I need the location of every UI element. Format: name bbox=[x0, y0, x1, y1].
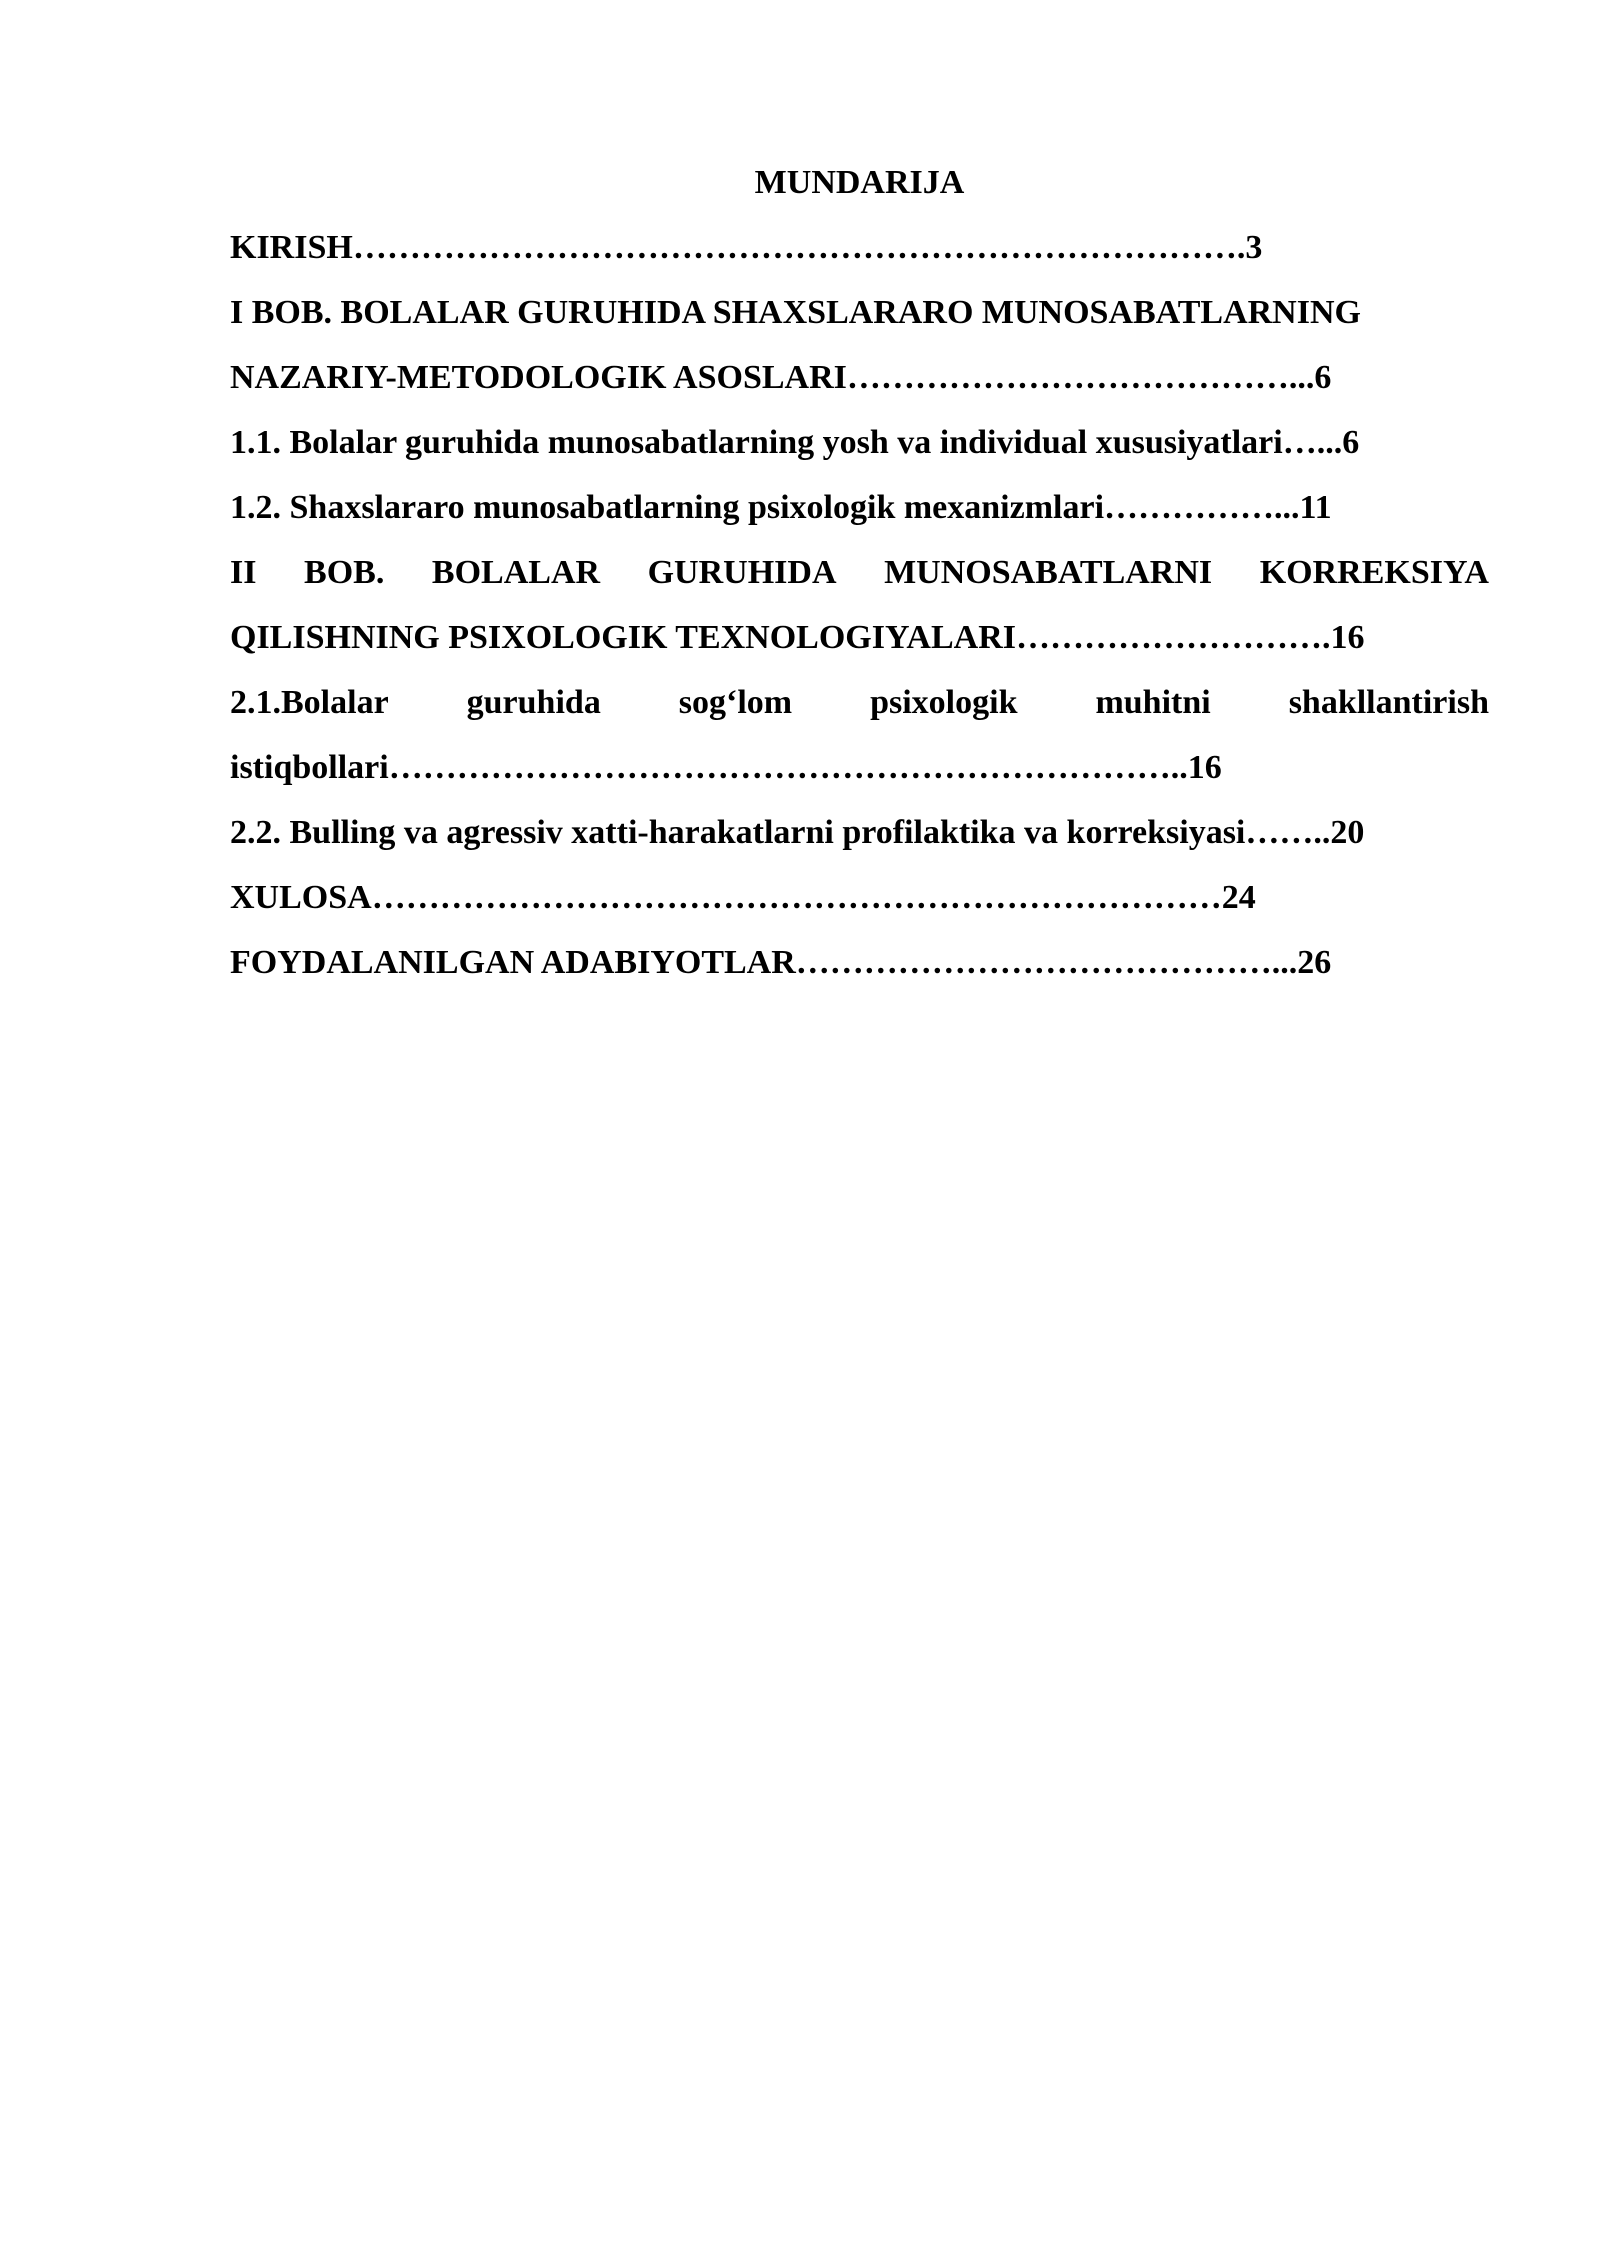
toc-word: guruhida bbox=[466, 684, 601, 721]
toc-entry-section-1-2: 1.2. Shaxslararo munosabatlarning psixologik mexanizmlari……………...11 bbox=[230, 489, 1332, 526]
toc-entry-section-2-1-line-2: istiqbollari……………………………………………………………..16 bbox=[230, 749, 1222, 786]
toc-entry-xulosa: XULOSA…………………………………………………………………24 bbox=[230, 879, 1256, 916]
toc-entry-chapter-1-line-2: NAZARIY-METODOLOGIK ASOSLARI…………………………………...6 bbox=[230, 359, 1332, 396]
toc-word: GURUHIDA bbox=[647, 554, 837, 591]
toc-word: BOLALAR bbox=[431, 554, 601, 591]
toc-entry-section-2-2: 2.2. Bulling va agressiv xatti-harakatlarni profilaktika va korreksiyasi……..20 bbox=[230, 814, 1365, 851]
toc-word: shakllantirish bbox=[1288, 684, 1489, 721]
table-of-contents bbox=[230, 150, 1489, 995]
toc-entry-kirish: KIRISH…………………………………………………………………….3 bbox=[230, 229, 1263, 266]
toc-entry-section-1-1: 1.1. Bolalar guruhida munosabatlarning yosh va individual xususiyatlari…...6 bbox=[230, 424, 1360, 461]
toc-entry-chapter-2-line-2: QILISHNING PSIXOLOGIK TEXNOLOGIYALARI……………………….16 bbox=[230, 619, 1365, 656]
toc-word: 2.1.Bolalar bbox=[230, 684, 389, 721]
toc-entry-chapter-1-line-1: I BOB. BOLALAR GURUHIDA SHAXSLARARO MUNOSABATLARNING bbox=[230, 294, 1361, 331]
toc-entry-adabiyotlar: FOYDALANILGAN ADABIYOTLAR……………………………………...26 bbox=[230, 944, 1332, 981]
page-title: MUNDARIJA bbox=[754, 164, 965, 201]
toc-word: psixologik bbox=[870, 684, 1018, 721]
toc-entry-section-2-1-line-1 bbox=[230, 670, 1489, 735]
toc-word: KORREKSIYA bbox=[1259, 554, 1489, 591]
toc-word: muhitni bbox=[1095, 684, 1211, 721]
toc-word: BOB. bbox=[304, 554, 385, 591]
toc-entry-chapter-2-line-1 bbox=[230, 540, 1489, 605]
toc-word: II bbox=[230, 554, 257, 591]
toc-word: MUNOSABATLARNI bbox=[884, 554, 1213, 591]
toc-word: sog‘lom bbox=[678, 684, 793, 721]
